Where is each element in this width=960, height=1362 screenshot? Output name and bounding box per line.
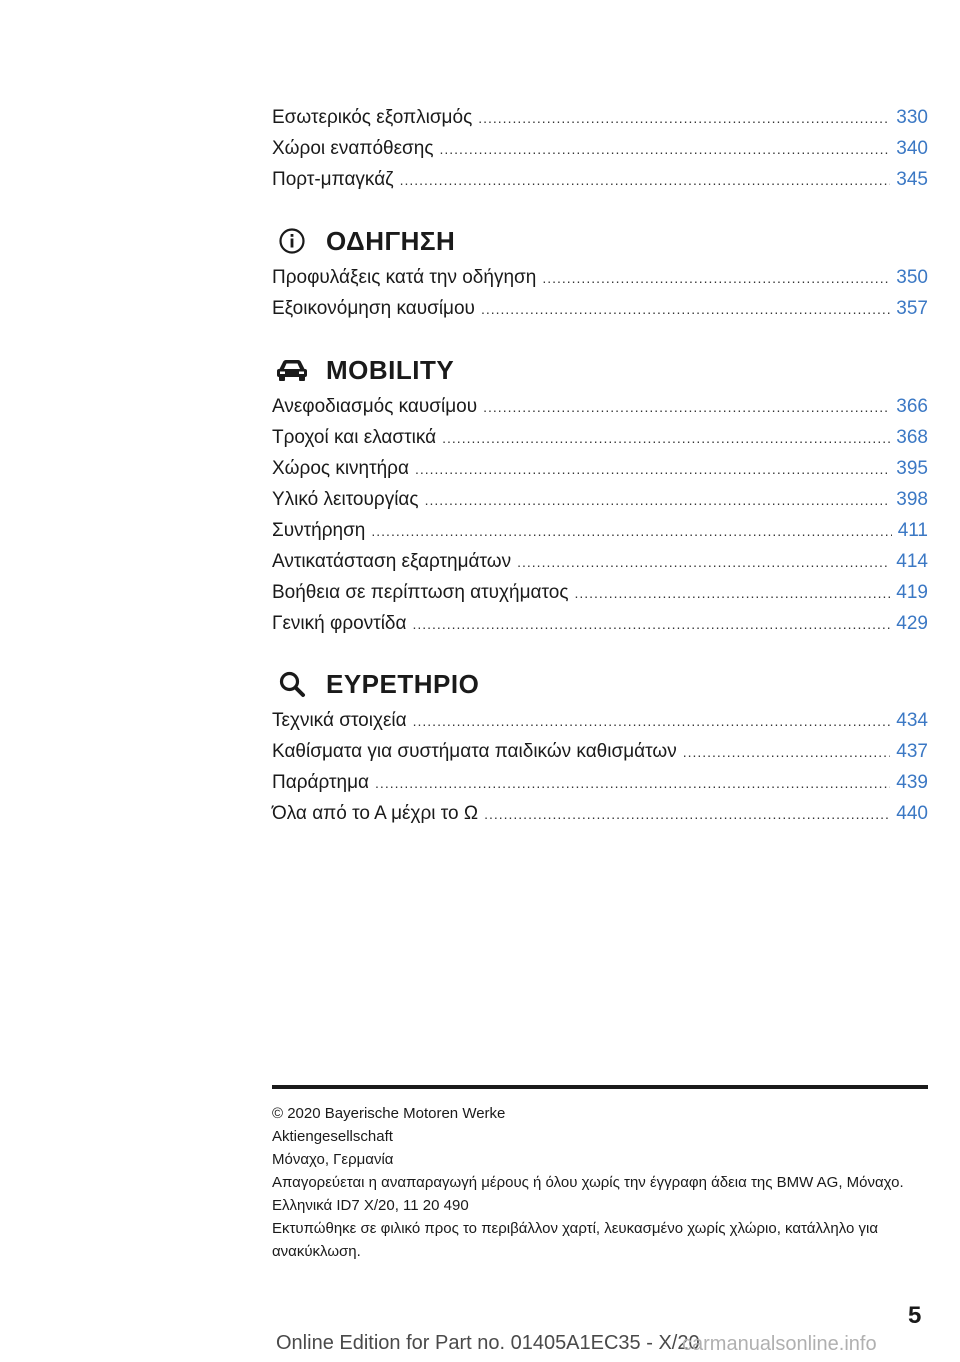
toc-entry-page[interactable]: 434 xyxy=(896,710,928,731)
toc-entry-title: Προφυλάξεις κατά την οδήγηση xyxy=(272,267,537,288)
toc-entry[interactable] xyxy=(272,705,928,736)
toc-entry-title: Εξοικονόμηση καυσίμου xyxy=(272,298,475,319)
toc-entry-page[interactable]: 419 xyxy=(896,582,928,603)
toc-entry[interactable] xyxy=(272,422,928,453)
car-icon xyxy=(272,350,312,390)
edition-line: Ελληνικά ID7 X/20, 11 20 490 xyxy=(272,1197,469,1214)
toc-entry[interactable] xyxy=(272,577,928,608)
toc-leader-dots xyxy=(483,392,890,423)
toc-entry[interactable] xyxy=(272,546,928,577)
toc-entry-title: Όλα από το Α μέχρι το Ω xyxy=(272,803,479,824)
toc-leader-dots xyxy=(683,737,891,768)
toc-entry[interactable] xyxy=(272,608,928,639)
toc-leader-dots xyxy=(375,768,890,799)
toc-entry[interactable] xyxy=(272,798,928,829)
toc-leader-dots xyxy=(440,134,891,165)
toc-leader-dots xyxy=(517,547,890,578)
toc-entry-page[interactable]: 437 xyxy=(896,741,928,762)
toc-entry-page[interactable]: 429 xyxy=(896,613,928,634)
toc-entry-title: Χώρος κινητήρα xyxy=(272,458,409,479)
toc-leader-dots xyxy=(574,578,890,609)
toc-entry-title: Εσωτερικός εξοπλισμός xyxy=(272,107,473,128)
section-heading-driving xyxy=(272,221,455,261)
toc-entry[interactable] xyxy=(272,133,928,164)
toc-entry-title: Τροχοί και ελαστικά xyxy=(272,427,437,448)
watermark: carmanualsonline.info xyxy=(682,1333,877,1355)
toc-entry[interactable] xyxy=(272,515,928,546)
toc-entry-title: Βοήθεια σε περίπτωση ατυχήματος xyxy=(272,582,569,603)
search-icon xyxy=(272,664,312,704)
toc-leader-dots xyxy=(484,799,890,830)
toc-leader-dots xyxy=(425,485,891,516)
section-heading-mobility xyxy=(272,350,454,390)
section-heading-index xyxy=(272,664,479,704)
toc-entry-page[interactable]: 414 xyxy=(896,551,928,572)
toc-entry-title: Ανεφοδιασμός καυσίμου xyxy=(272,396,478,417)
toc-entry[interactable] xyxy=(272,293,928,324)
toc-entry-title: Συντήρηση xyxy=(272,520,366,541)
toc-entry-page[interactable]: 366 xyxy=(896,396,928,417)
copyright-line: © 2020 Bayerische Motoren Werke xyxy=(272,1105,506,1122)
toc-leader-dots xyxy=(415,454,890,485)
toc-entry-title: Πορτ-μπαγκάζ xyxy=(272,169,394,190)
toc-entry-page[interactable]: 398 xyxy=(896,489,928,510)
toc-entry[interactable] xyxy=(272,102,928,133)
reproduction-notice: Απαγορεύεται η αναπαραγωγή μέρους ή όλου χωρίς την έγγραφη άδεια της BMW AG, Μόναχο. xyxy=(272,1174,904,1191)
toc-leader-dots xyxy=(412,609,890,640)
toc-entry-page[interactable]: 440 xyxy=(896,803,928,824)
toc-entry-page[interactable]: 330 xyxy=(896,107,928,128)
toc-entry-title: Χώροι εναπόθεσης xyxy=(272,138,434,159)
toc-leader-dots xyxy=(442,423,890,454)
toc-leader-dots xyxy=(478,103,890,134)
toc-group-1 xyxy=(272,102,928,195)
toc-leader-dots xyxy=(371,516,891,547)
toc-entry[interactable] xyxy=(272,391,928,422)
colophon-divider xyxy=(272,1085,928,1089)
toc-entry-title: Τεχνικά στοιχεία xyxy=(272,710,407,731)
section-title: MOBILITY xyxy=(326,354,455,385)
toc-entry[interactable] xyxy=(272,164,928,195)
toc-entry[interactable] xyxy=(272,453,928,484)
toc-group-2 xyxy=(272,262,928,324)
toc-entry-title: Αντικατάσταση εξαρτημάτων xyxy=(272,551,512,572)
paper-notice: Εκτυπώθηκε σε φιλικό προς το περιβάλλον χαρτί, λευκασμένο χωρίς χλώριο, κατάλληλο για ανακύκλωση. xyxy=(272,1220,879,1260)
toc-entry-page[interactable]: 350 xyxy=(896,267,928,288)
toc-entry[interactable] xyxy=(272,484,928,515)
info-icon xyxy=(272,221,312,261)
toc-leader-dots xyxy=(542,263,890,294)
toc-entry-page[interactable]: 345 xyxy=(896,169,928,190)
toc-group-3 xyxy=(272,391,928,639)
toc-leader-dots xyxy=(400,165,891,196)
section-title: ΕΥΡΕΤΗΡΙΟ xyxy=(326,668,480,699)
toc-entry-page[interactable]: 368 xyxy=(896,427,928,448)
section-title: ΟΔΗΓΗΣΗ xyxy=(326,225,456,256)
toc-entry-page[interactable]: 411 xyxy=(897,520,928,541)
toc-entry[interactable] xyxy=(272,262,928,293)
colophon xyxy=(272,1102,928,1263)
online-edition-footer: Online Edition for Part no. 01405A1EC35 - X/20 xyxy=(276,1332,700,1354)
toc-entry[interactable] xyxy=(272,767,928,798)
toc-entry-page[interactable]: 395 xyxy=(896,458,928,479)
toc-entry[interactable] xyxy=(272,736,928,767)
toc-leader-dots xyxy=(413,706,891,737)
toc-group-4 xyxy=(272,705,928,829)
toc-entry-page[interactable]: 357 xyxy=(896,298,928,319)
toc-leader-dots xyxy=(481,294,890,325)
toc-entry-title: Γενική φροντίδα xyxy=(272,613,407,634)
toc-entry-title: Υλικό λειτουργίας xyxy=(272,489,419,510)
toc-entry-page[interactable]: 340 xyxy=(896,138,928,159)
page-number: 5 xyxy=(908,1302,922,1329)
toc-entry-page[interactable]: 439 xyxy=(896,772,928,793)
toc-entry-title: Καθίσματα για συστήματα παιδικών καθισμάτων xyxy=(272,741,677,762)
location-line: Μόναχο, Γερμανία xyxy=(272,1151,394,1168)
toc-entry-title: Παράρτημα xyxy=(272,772,370,793)
company-line: Aktiengesellschaft xyxy=(272,1128,393,1145)
